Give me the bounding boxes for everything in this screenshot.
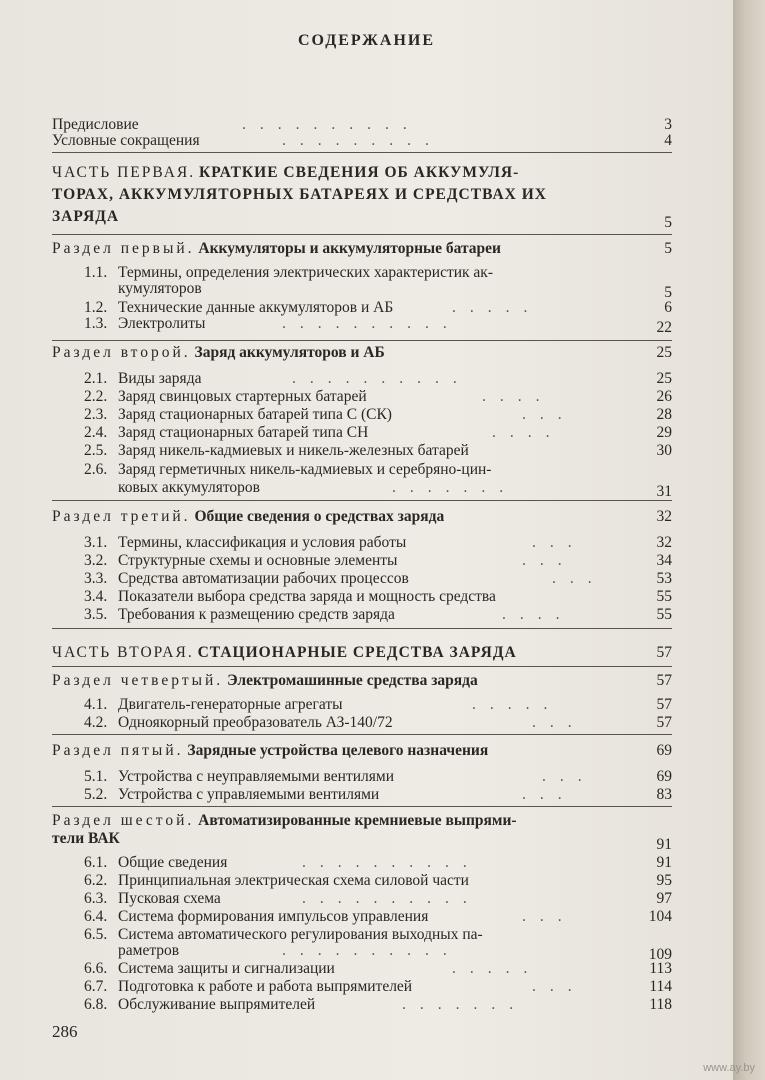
divider xyxy=(52,500,672,501)
divider xyxy=(52,628,672,629)
watermark: www.ay.by xyxy=(703,1062,755,1074)
divider xyxy=(52,666,672,667)
page-edge xyxy=(733,0,765,1080)
book-page: СОДЕРЖАНИЕ Предисловие .......... 3 Условные сокращения ......... 4 ЧАСТЬ ПЕРВАЯ. КРАТКИЕ СВЕДЕНИЯ ОБ АККУМУЛЯ- ТОРАХ, АККУМУЛЯТОРНЫХ БАТАРЕЯХ И СРЕДСТВАХ ИХ ЗАРЯДА 5 Раздел первый. Аккумуляторы и аккумуляторные батареи 5 1.1. Термины, определения электрических характеристик ак- кумуляторов 5 1.2. Технические данные аккумуляторов и АБ ..... 6 1.3. Электролиты .......... 22 Раздел второй. Заряд аккумуляторов и АБ 25 2.1. Виды заряда .......... 25 2.2. Заряд свинцовых стартерных батарей .... 26 2.3. Заряд стационарных батарей типа С (СК) ... 28 2.4. Заряд стационарных батарей типа СН .... 29 2.5. Заряд никель-кадмиевых и никель-железных батарей 30 2.6. Заряд герметичных никель-кадмиевых и серебряно-цин- ковых аккумуляторов ....... 31 Раздел третий. Общие сведения о средствах заряда 32 3.1. Термины, классификация и условия работы ... 32 3.2. Структурные схемы и основные элементы ... 34 3.3. Средства автоматизации рабочих процессов ... 53 3.4. Показатели выбора средства заряда и мощность средства 55 3.5. Требования к размещению средств заряда .... 55 ЧАСТЬ ВТОРАЯ. СТАЦИОНАРНЫЕ СРЕДСТВА ЗАРЯДА 57 Раздел четвертый. Электромашинные средства заряда 57 4.1. Двигатель-генераторные агрегаты ..... 57 4.2. Одноякорный преобразователь АЗ-140/72 ... 57 Раздел пятый. Зарядные устройства целевого назначения 69 5.1. Устройства с неуправляемыми вентилями ... 69 5.2. Устройства с управляемыми вентилями ... 83 Раздел шестой. Автоматизированные кремниевые выпрями- тели ВАК 91 6.1. Общие сведения .......... 91 6.2. Принципиальная электрическая схема силовой части 95 6.3. Пусковая схема .......... 97 6.4. Система формирования импульсов управления ... 104 6.5. Система автоматического регулирования выходных па- раметров .......... 109 6.6. Система защиты и сигнализации ..... 113 6.7. Подготовка к работе и работа выпрямителей ... 114 6.8. Обслуживание выпрямителей ....... 118 286 xyxy=(0,0,733,1080)
divider xyxy=(52,734,672,735)
page-title: СОДЕРЖАНИЕ xyxy=(297,32,436,49)
divider xyxy=(52,152,672,153)
divider xyxy=(52,806,672,807)
divider xyxy=(52,340,672,341)
page-number: 286 xyxy=(52,1022,78,1041)
divider xyxy=(52,234,672,235)
